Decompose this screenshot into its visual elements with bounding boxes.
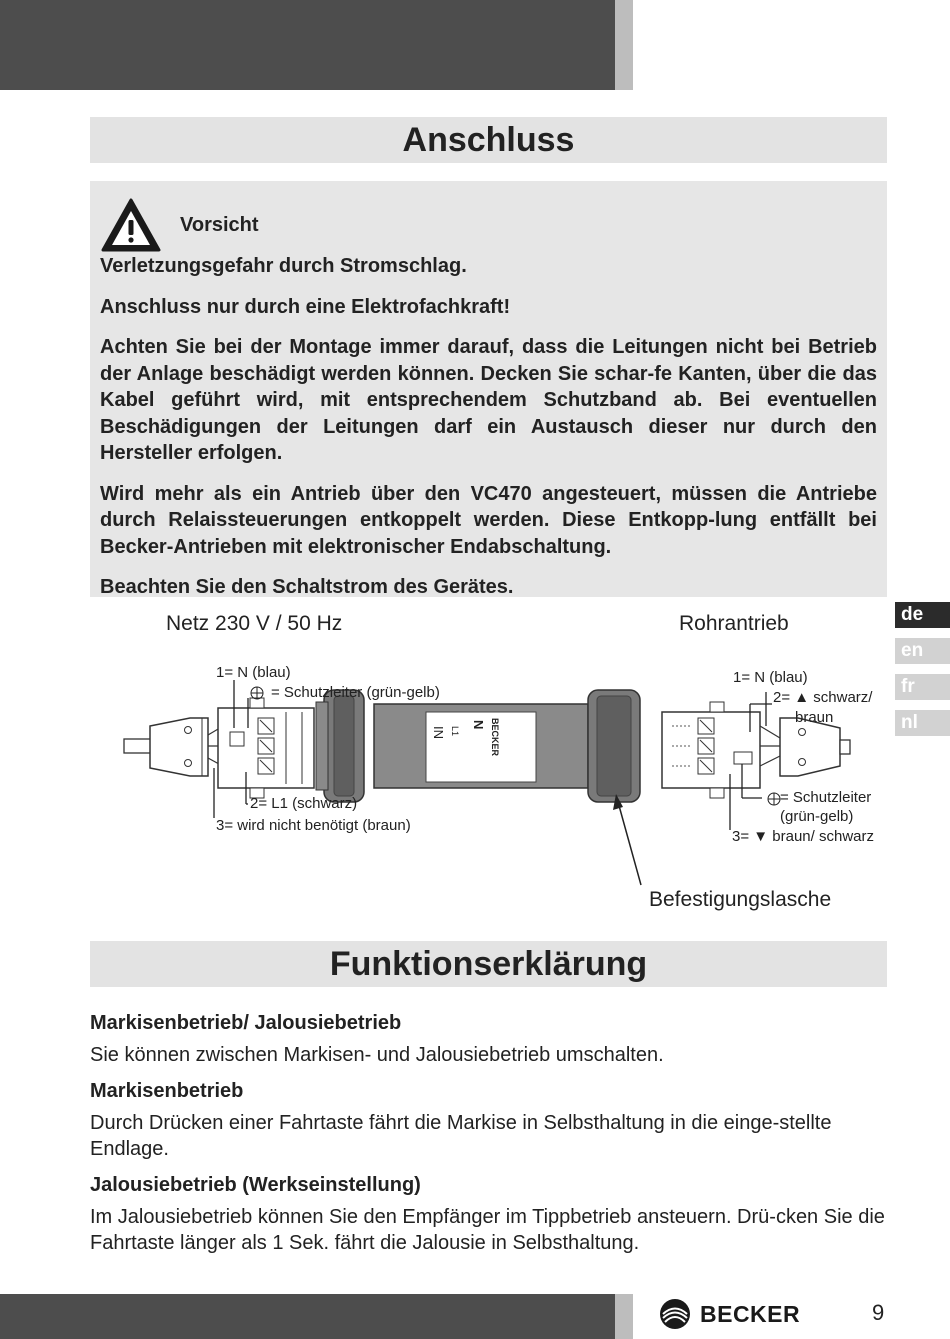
right-earth-label-cont: (grün-gelb) bbox=[780, 808, 854, 825]
top-bar-edge bbox=[615, 0, 633, 90]
left-plug bbox=[150, 718, 208, 776]
subheading: Markisenbetrieb bbox=[90, 1080, 244, 1102]
left-neutral-label: 1= N (blau) bbox=[216, 664, 291, 681]
becker-emblem-icon bbox=[658, 1297, 692, 1331]
body-text: Durch Drücken einer Fahrtaste fährt die Markise in Selbsthaltung in die einge-stellte Endlage. bbox=[90, 1112, 832, 1160]
device-l1-label: L1 bbox=[450, 726, 460, 737]
warning-header bbox=[100, 197, 877, 253]
device-label-text bbox=[426, 712, 536, 782]
language-tab-nl[interactable]: nl bbox=[895, 710, 950, 736]
warning-title: Vorsicht bbox=[180, 213, 259, 236]
earth-symbol-icon bbox=[251, 687, 263, 699]
warning-paragraph: Verletzungsgefahr durch Stromschlag. bbox=[100, 255, 467, 277]
brand-name: BECKER bbox=[700, 1300, 801, 1327]
bottom-bar-edge bbox=[615, 1294, 633, 1339]
device-n-label: N bbox=[471, 720, 486, 730]
right-up-label-cont: braun bbox=[795, 709, 834, 726]
warning-triangle-icon bbox=[100, 197, 162, 253]
warning-paragraph: Wird mehr als ein Antrieb über den VC470 angesteuert, müssen die Antriebe durch Relaissteuerungen entkoppelt werden. Diese Entkopp-lung entfällt bei Becker-Antrieben mit elektronischer Endabschaltung. bbox=[100, 482, 877, 558]
section-title-funktion: Funktionserklärung bbox=[90, 941, 887, 987]
language-tabs bbox=[895, 602, 950, 746]
left-wire3-label: 3= wird nicht benötigt (braun) bbox=[216, 817, 411, 834]
subheading: Markisenbetrieb/ Jalousiebetrieb bbox=[90, 1012, 402, 1034]
top-bar bbox=[0, 0, 615, 90]
bottom-bar bbox=[0, 1294, 615, 1339]
brand-logo bbox=[658, 1296, 800, 1332]
language-tab-fr[interactable]: fr bbox=[895, 674, 950, 700]
language-tab-en[interactable]: en bbox=[895, 638, 950, 664]
body-text: Sie können zwischen Markisen- und Jalousiebetrieb umschalten. bbox=[90, 1044, 664, 1066]
right-down-label: 3= ▼ braun/ schwarz bbox=[732, 828, 874, 845]
body-text: Im Jalousiebetrieb können Sie den Empfänger im Tippbetrieb ansteuern. Drü-cken Sie die Fahrtaste länger als 1 Sek. fährt die Jalousie in Selbsthaltung. bbox=[90, 1206, 885, 1254]
device-in-label: IN bbox=[431, 726, 446, 739]
device-brand: BECKER bbox=[490, 718, 500, 757]
right-cable bbox=[840, 740, 850, 754]
left-l1-label: 2= L1 (schwarz) bbox=[250, 795, 358, 812]
page-number: 9 bbox=[872, 1300, 885, 1325]
subheading: Jalousiebetrieb (Werkseinstellung) bbox=[90, 1174, 421, 1196]
warning-paragraph: Anschluss nur durch eine Elektrofachkraft! bbox=[100, 295, 511, 318]
tube-motor-label: Rohrantrieb bbox=[679, 612, 789, 635]
right-up-label: 2= ▲ schwarz/ bbox=[773, 689, 873, 706]
section-title-anschluss: Anschluss bbox=[90, 117, 887, 163]
right-plug bbox=[780, 718, 840, 776]
warning-box bbox=[90, 181, 887, 597]
mains-label: Netz 230 V / 50 Hz bbox=[166, 612, 343, 635]
right-earth-label: = Schutzleiter bbox=[780, 789, 872, 806]
warning-paragraph: Achten Sie bei der Montage immer darauf, dass die Leitungen nicht bei Betrieb der Anlage beschädigt werden können. Decken Sie schar-fe Kanten, über die das Kabel geführt wird, mit entsprechendem Schutzband ab. Bei eventuellen Beschädigungen der Leitungen darf ein Austausch dieser nur durch den Hersteller erfolgen. bbox=[100, 336, 877, 464]
warning-paragraph: Beachten Sie den Schaltstrom des Gerätes. bbox=[100, 576, 514, 598]
wiring-diagram bbox=[90, 600, 890, 930]
earth-symbol-icon bbox=[768, 793, 780, 805]
left-earth-label: = Schutzleiter (grün-gelb) bbox=[271, 684, 440, 701]
fixing-tab-label: Befestigungslasche bbox=[649, 888, 832, 911]
language-tab-de[interactable]: de bbox=[895, 602, 950, 628]
function-content bbox=[90, 1010, 887, 1264]
right-neutral-label: 1= N (blau) bbox=[733, 669, 808, 686]
